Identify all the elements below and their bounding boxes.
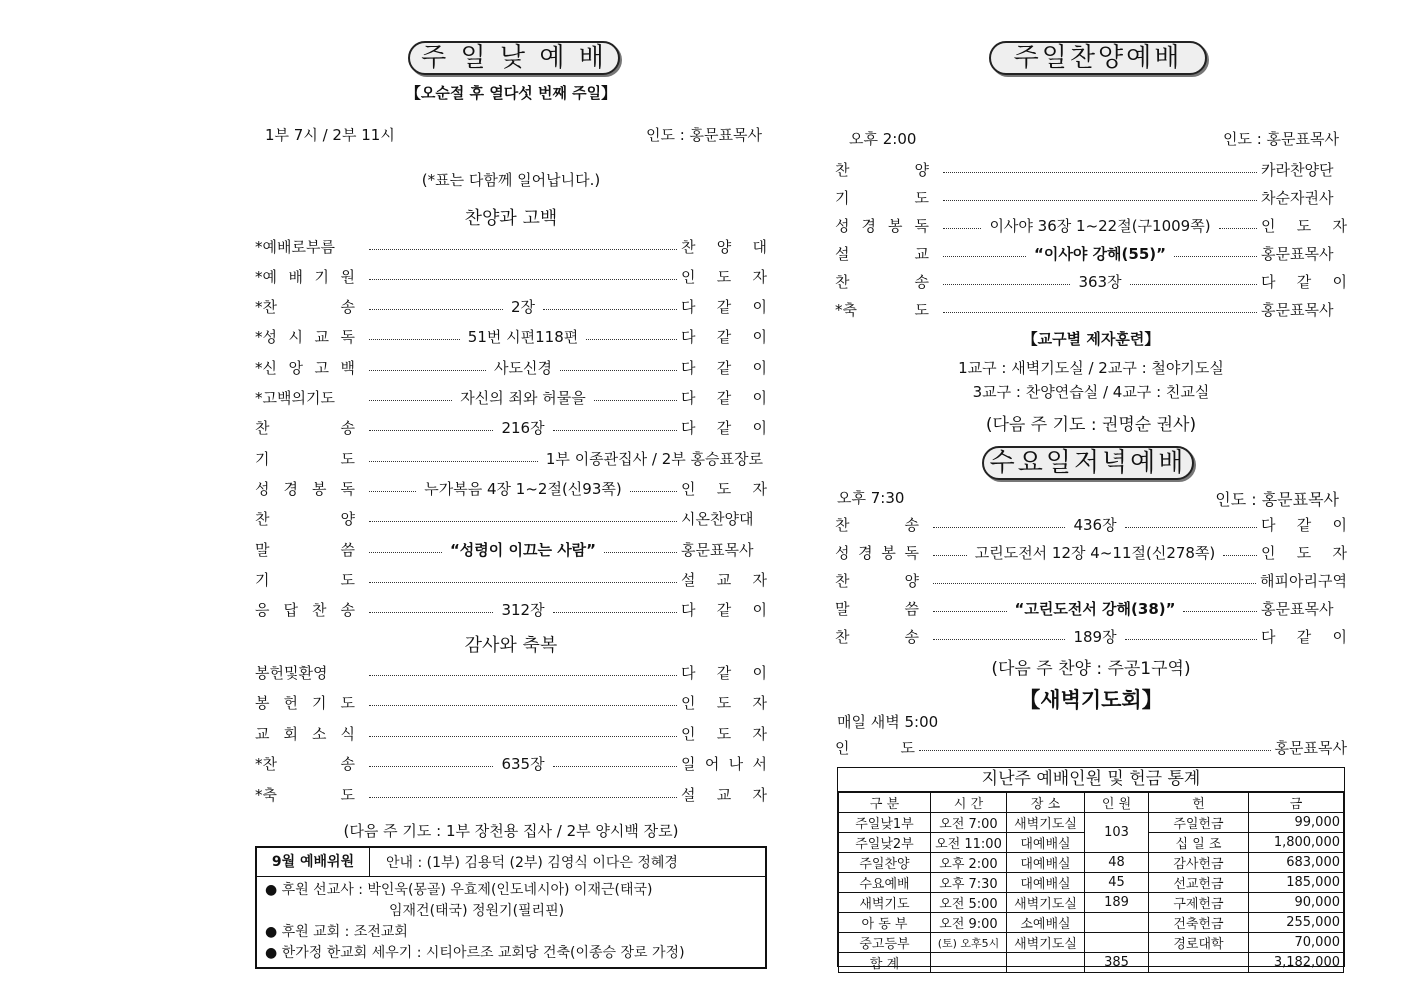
- order-item-detail: “성령이 이끄는 사람”: [449, 540, 597, 559]
- training-line-1: 1교구 : 새벽기도실 / 2교구 : 철야기도실: [958, 359, 1224, 377]
- leader-dots: [369, 430, 493, 431]
- next-week-prayer: (다음 주 기도 : 1부 장천용 집사 / 2부 양시백 장로): [343, 822, 679, 840]
- order-row: [835, 242, 1347, 264]
- month-committee-label: 9월 예배위원: [257, 848, 370, 876]
- leader-dots: [943, 228, 981, 229]
- order-item-responsible: 다 같 이: [681, 328, 768, 347]
- stand-note: (*표는 다함께 일어납니다.): [421, 171, 601, 189]
- stats-cell: 1,800,000: [1249, 833, 1344, 853]
- order-item-detail: 이사야 36장 1~22절(구1009쪽): [989, 216, 1211, 235]
- order-item-detail: 436장: [1073, 515, 1117, 534]
- leader-dots: [586, 339, 677, 340]
- order-item-name: 말 씀: [835, 599, 919, 618]
- stats-cell: 대예배실: [1007, 873, 1085, 893]
- order-row: [255, 356, 767, 378]
- stats-row: [839, 813, 1344, 833]
- order-item-responsible: 차순자권사: [1261, 188, 1334, 207]
- leader-dots: [1125, 527, 1257, 528]
- order-item-detail: 고린도전서 12장 4~11절(신278쪽): [974, 543, 1216, 562]
- order-item-name: *신 앙 고 백: [255, 358, 355, 377]
- leader-dots: [1125, 639, 1257, 640]
- leader-dots: [933, 555, 967, 556]
- leader-dots: [630, 491, 677, 492]
- order-item-detail: 자신의 죄와 허물을: [460, 389, 586, 407]
- order-item-responsible: 해피아리구역: [1260, 571, 1347, 590]
- leader-dots: [604, 552, 677, 553]
- order-item-name: 기 도: [255, 449, 355, 468]
- supported-church: 후원 교회 : 조전교회: [281, 924, 408, 940]
- order-item-responsible: 인 도 자: [1261, 216, 1348, 235]
- praise-leader: 인도 : 홍문표목사: [1222, 130, 1339, 148]
- order-item-name: 찬 송: [835, 515, 919, 534]
- order-item-name: 찬 송: [255, 419, 355, 438]
- stats-cell: 오후 7:30: [931, 873, 1007, 893]
- leader-dots: [369, 521, 677, 522]
- leader-dots: [369, 766, 493, 767]
- order-item-responsible: 다 같 이: [681, 663, 767, 682]
- dawn-prayer-title: 【새벽기도회】: [1019, 688, 1163, 712]
- stats-header-cell: 장 소: [1007, 793, 1085, 813]
- leader-dots: [369, 461, 538, 462]
- order-item-detail: 2장: [510, 298, 536, 317]
- stats-cell: [1085, 913, 1149, 933]
- order-item-name: *예배로부름: [255, 237, 335, 256]
- leader-dots: [369, 612, 493, 613]
- ushers: 안내 : (1부) 김용덕 (2부) 김영식 이다은 정혜경: [386, 855, 678, 871]
- stats-cell: 255,000: [1249, 913, 1344, 933]
- leader-dots: [1130, 284, 1257, 285]
- order-item-name: *축 도: [255, 785, 355, 804]
- order-item-name: *축 도: [835, 300, 929, 319]
- order-row: [255, 568, 767, 590]
- stats-cell: 주일낮2부: [839, 833, 931, 853]
- leader-dots: [943, 172, 1257, 173]
- order-item-responsible: 찬 양 대: [681, 237, 767, 256]
- order-item-detail: 1부 이종관집사 / 2부 홍승표장로: [545, 449, 763, 468]
- leader-dots: [369, 309, 503, 310]
- stats-row: [839, 853, 1344, 873]
- stats-cell: 185,000: [1249, 873, 1344, 893]
- stats-header-cell: 인 원: [1085, 793, 1149, 813]
- order-item-name: 찬 송: [835, 627, 919, 646]
- leader-dots: [933, 583, 1256, 584]
- training-title: 【교구별 제자훈련】: [1022, 330, 1160, 348]
- order-item-detail: 51번 시편118편: [467, 328, 579, 347]
- order-item-name: 말 씀: [255, 540, 355, 559]
- stats-cell: 새벽기도: [839, 893, 931, 913]
- leader-dots: [369, 491, 416, 492]
- order-item-detail: 312장: [501, 601, 545, 620]
- order-row: [255, 722, 767, 744]
- stats-cell: 새벽기도실: [1007, 893, 1085, 913]
- missionary-list-1: 박인욱(몽골) 우효제(인도네시아) 이재근(태국): [367, 882, 653, 898]
- leader-dots: [1174, 256, 1257, 257]
- stats-cell: [1085, 933, 1149, 953]
- order-item-detail: “고린도전서 강해(38)”: [1014, 599, 1176, 618]
- order-row: [255, 326, 767, 348]
- order-row: [255, 599, 767, 621]
- stats-cell: 소예배실: [1007, 913, 1085, 933]
- stats-cell: 오후 2:00: [931, 853, 1007, 873]
- order-item-responsible: 다 같 이: [681, 601, 767, 620]
- order-item-responsible: 홍문표목사: [1261, 300, 1334, 319]
- order-row: [835, 625, 1347, 647]
- stats-total-cell: [1149, 953, 1249, 973]
- order-row: [255, 692, 767, 714]
- next-week-prayer-right: (다음 주 기도 : 권명순 권사): [985, 415, 1197, 435]
- order-row: [255, 661, 767, 683]
- wednesday-time: 오후 7:30: [837, 489, 905, 507]
- section-thanks-blessing: 감사와 축복: [464, 635, 558, 656]
- stats-cell: 오전 9:00: [931, 913, 1007, 933]
- order-item-detail: 189장: [1073, 627, 1117, 646]
- leader-dots: [369, 400, 452, 401]
- bullet-icon: ●: [265, 945, 282, 961]
- leader-dots: [943, 284, 1070, 285]
- order-row: [835, 270, 1347, 292]
- order-item-name: 찬 양: [835, 571, 919, 590]
- section-praise-confession: 찬양과 고백: [464, 208, 558, 229]
- leader-dots: [919, 750, 1271, 751]
- order-item-detail: 635장: [501, 755, 545, 773]
- order-item-name: *고백의기도: [255, 389, 335, 407]
- order-item-name: *성 시 교 독: [255, 328, 355, 347]
- stats-cell: 새벽기도실: [1007, 933, 1085, 953]
- leader-dots: [943, 200, 1257, 201]
- stats-cell: 48: [1085, 853, 1149, 873]
- leader-dots: [369, 339, 460, 340]
- order-row: [255, 538, 767, 560]
- leader-dots: [369, 736, 677, 737]
- stats-total-cell: 합 계: [839, 953, 931, 973]
- leader-dots: [933, 527, 1065, 528]
- order-item-name: 찬 송: [835, 272, 929, 291]
- stats-row: [839, 873, 1344, 893]
- missionary-label: 후원 선교사 :: [281, 882, 363, 898]
- leader-dots: [369, 705, 677, 706]
- stats-row: [839, 893, 1344, 913]
- dawn-leader-label: 인 도: [835, 738, 915, 757]
- leader-dots: [369, 279, 677, 280]
- sunday-morning-title: 주 일 낮 예 배: [408, 41, 620, 75]
- stats-cell: 683,000: [1249, 853, 1344, 873]
- order-item-responsible: 홍문표목사: [681, 540, 754, 559]
- dawn-leader-name: 홍문표목사: [1274, 738, 1347, 757]
- order-item-responsible: 인 도 자: [681, 694, 767, 712]
- order-item-responsible: 다 같 이: [1261, 627, 1347, 646]
- leader-dots: [553, 766, 677, 767]
- order-row: [255, 265, 767, 287]
- leader-dots: [369, 552, 442, 553]
- liturgical-week: 【오순절 후 열다섯 번째 주일】: [405, 84, 617, 102]
- stats-cell: 70,000: [1249, 933, 1344, 953]
- announcement-box: [255, 846, 767, 969]
- stats-total-row: [839, 953, 1344, 973]
- order-item-responsible: 다 같 이: [681, 419, 767, 438]
- leader-dots: [543, 309, 677, 310]
- leader-dots: [553, 612, 677, 613]
- order-row: [835, 513, 1347, 535]
- order-item-name: 교 회 소 식: [255, 724, 355, 743]
- stats-row: [839, 933, 1344, 953]
- stats-cell: 189: [1085, 893, 1149, 913]
- wednesday-leader: 인도 : 홍문표목사: [1215, 490, 1339, 509]
- stats-cell: 주일낮1부: [839, 813, 931, 833]
- order-item-responsible: 설 교 자: [681, 570, 767, 589]
- stats-cell: 대예배실: [1007, 833, 1085, 853]
- leader-dots: [369, 249, 677, 250]
- stats-cell: 새벽기도실: [1007, 813, 1085, 833]
- order-item-name: 찬 양: [835, 160, 929, 179]
- stats-cell: 주일찬양: [839, 853, 931, 873]
- order-row: [255, 296, 767, 318]
- order-row: [835, 298, 1347, 320]
- stats-row: [839, 913, 1344, 933]
- order-row: [255, 235, 767, 257]
- leader-dots: [1183, 611, 1257, 612]
- stats-cell: 수요예배: [839, 873, 931, 893]
- dawn-prayer-time: 매일 새벽 5:00: [837, 713, 939, 731]
- order-row: [255, 387, 767, 409]
- stats-header-cell: 금: [1249, 793, 1344, 813]
- order-item-responsible: 다 같 이: [681, 298, 768, 317]
- order-item-responsible: 인 도 자: [681, 267, 767, 286]
- order-item-name: 성 경 봉 독: [255, 479, 355, 498]
- order-item-name: 봉 헌 기 도: [255, 694, 355, 712]
- leader-dots: [369, 582, 677, 583]
- order-item-responsible: 다 같 이: [1261, 515, 1347, 534]
- leader-dots: [933, 611, 1007, 612]
- order-item-name: *찬 송: [255, 298, 355, 317]
- order-item-name: 찬 양: [255, 510, 355, 529]
- stats-title: 지난주 예배인원 및 헌금 통계: [838, 768, 1344, 792]
- order-item-responsible: 인 도 자: [1261, 543, 1348, 562]
- leader-dots: [943, 256, 1026, 257]
- stats-cell: 103: [1085, 813, 1149, 853]
- order-item-detail: 사도신경: [494, 358, 552, 377]
- order-item-name: 기 도: [835, 188, 929, 207]
- order-item-responsible: 다 같 이: [681, 358, 767, 377]
- stats-table: [838, 792, 1344, 973]
- order-row: [255, 447, 767, 469]
- stats-cell: 건축헌금: [1149, 913, 1249, 933]
- order-row: [835, 541, 1347, 563]
- stats-cell: 오전 5:00: [931, 893, 1007, 913]
- order-item-responsible: 다 같 이: [681, 389, 767, 407]
- order-item-responsible: 일 어 나 서: [681, 755, 767, 773]
- order-item-responsible: 인 도 자: [681, 479, 768, 498]
- stats-header-row: [839, 793, 1344, 813]
- order-item-name: 봉헌및환영: [255, 663, 328, 682]
- leader-dots: [1223, 555, 1257, 556]
- stats-header-cell: 구 분: [839, 793, 931, 813]
- order-item-responsible: 홍문표목사: [1261, 244, 1334, 263]
- stats-cell: 45: [1085, 873, 1149, 893]
- stats-cell: 아 동 부: [839, 913, 931, 933]
- praise-time: 오후 2:00: [849, 130, 917, 148]
- stats-cell: 십 일 조: [1149, 833, 1249, 853]
- order-item-responsible: 다 같 이: [1261, 272, 1347, 291]
- leader-dots: [369, 370, 486, 371]
- order-row: [835, 214, 1347, 236]
- stats-total-cell: 3,182,000: [1249, 953, 1344, 973]
- order-item-name: 기 도: [255, 570, 355, 589]
- dawn-leader-row: [835, 736, 1347, 758]
- order-item-responsible: 카라찬양단: [1261, 160, 1334, 179]
- order-item-responsible: 인 도 자: [681, 724, 767, 743]
- leader-dots: [560, 370, 677, 371]
- stats-cell: 주일헌금: [1149, 813, 1249, 833]
- stats-cell: 대예배실: [1007, 853, 1085, 873]
- stats-cell: 구제헌금: [1149, 893, 1249, 913]
- next-week-praise: (다음 주 찬양 : 주공1구역): [991, 659, 1191, 679]
- leader-dots: [933, 639, 1065, 640]
- order-row: [255, 753, 767, 775]
- training-line-2: 3교구 : 찬양연습실 / 4교구 : 친교실: [972, 383, 1210, 401]
- leader-dots: [594, 400, 677, 401]
- order-item-detail: 363장: [1078, 272, 1122, 291]
- missionary-list-2: 임재건(태국) 정원기(필리핀): [389, 903, 565, 919]
- sunday-praise-title: 주일찬양예배: [989, 41, 1207, 75]
- stats-cell: 선교헌금: [1149, 873, 1249, 893]
- order-row: [255, 508, 767, 530]
- stats-cell: 오전 11:00: [931, 833, 1007, 853]
- stats-header-cell: 헌: [1149, 793, 1249, 813]
- leader-dots: [369, 675, 677, 676]
- order-item-responsible: 시온찬양대: [681, 510, 754, 529]
- family-church-project: 한가정 한교회 세우기 : 시티아르조 교회당 건축(이종승 장로 가정): [281, 945, 685, 961]
- stats-cell: 중고등부: [839, 933, 931, 953]
- order-row: [835, 158, 1347, 180]
- order-row: [835, 569, 1347, 591]
- order-row: [255, 783, 767, 805]
- order-row: [835, 597, 1347, 619]
- stats-cell: 90,000: [1249, 893, 1344, 913]
- stats-total-cell: [1007, 953, 1085, 973]
- leader-dots: [369, 797, 677, 798]
- order-item-name: 응 답 찬 송: [255, 601, 355, 620]
- stats-cell: 오전 7:00: [931, 813, 1007, 833]
- order-item-name: *찬 송: [255, 755, 355, 773]
- service-leader: 인도 : 홍문표목사: [645, 126, 762, 144]
- leader-dots: [553, 430, 677, 431]
- bullet-icon: ●: [265, 924, 282, 940]
- order-item-detail: 216장: [501, 419, 545, 438]
- order-row: [835, 186, 1347, 208]
- order-item-responsible: 홍문표목사: [1261, 599, 1334, 618]
- leader-dots: [1219, 228, 1257, 229]
- order-item-name: 성 경 봉 독: [835, 543, 919, 562]
- stats-cell: 99,000: [1249, 813, 1344, 833]
- bullet-icon: ●: [265, 882, 282, 898]
- stats-header-cell: 시 간: [931, 793, 1007, 813]
- stats-cell: 감사헌금: [1149, 853, 1249, 873]
- stats-cell: (토) 오후5시: [931, 933, 1007, 953]
- order-item-responsible: 설 교 자: [681, 785, 767, 804]
- service-times: 1부 7시 / 2부 11시: [265, 126, 395, 144]
- order-row: [255, 417, 767, 439]
- order-item-name: 성 경 봉 독: [835, 216, 929, 235]
- order-item-name: *예 배 기 원: [255, 267, 355, 286]
- stats-total-cell: 385: [1085, 953, 1149, 973]
- stats-total-cell: [931, 953, 1007, 973]
- order-item-name: 설 교: [835, 244, 929, 263]
- order-row: [255, 477, 767, 499]
- leader-dots: [943, 312, 1257, 313]
- order-item-detail: “이사야 강해(55)”: [1034, 244, 1166, 263]
- stats-table-box: [837, 767, 1345, 972]
- stats-cell: 경로대학: [1149, 933, 1249, 953]
- order-item-detail: 누가복음 4장 1~2절(신93쪽): [424, 479, 622, 498]
- wednesday-evening-title: 수요일저녁예배: [982, 446, 1194, 480]
